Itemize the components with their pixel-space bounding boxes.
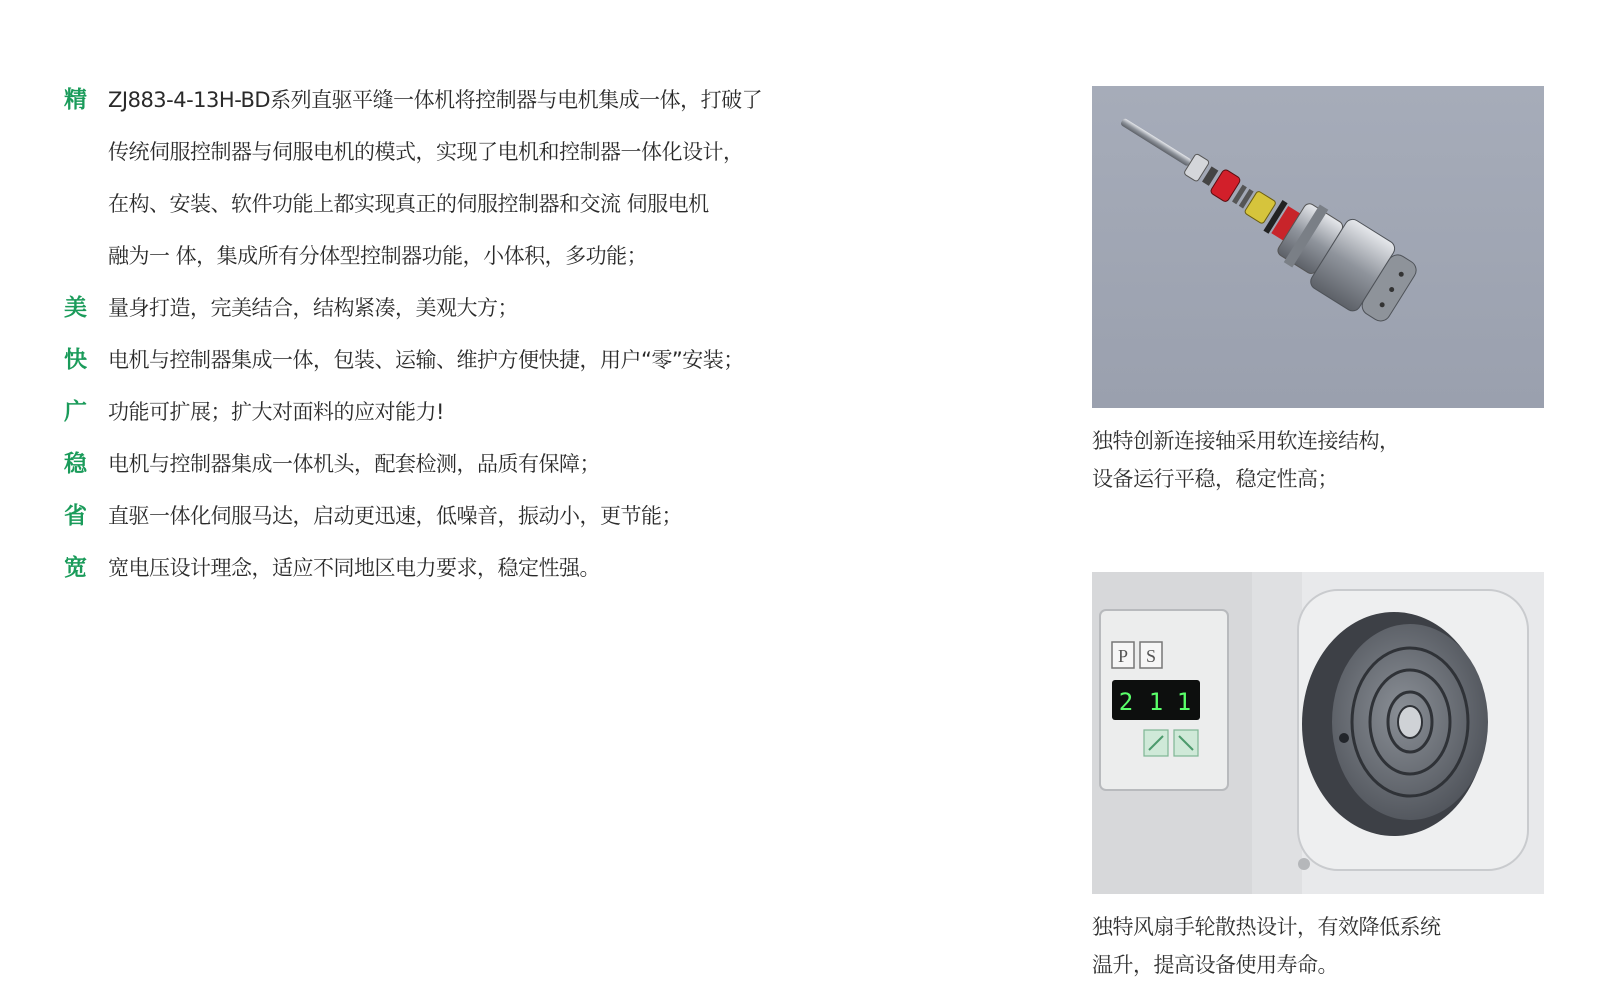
feature-text: 功能可扩展；扩大对面料的应对能力! bbox=[108, 400, 444, 424]
shaft-coupling-image bbox=[1092, 86, 1544, 408]
feature-sheng bbox=[64, 490, 964, 542]
feature-text: 在构、安装、软件功能上都实现真正的伺服控制器和交流 伺服电机 bbox=[108, 192, 709, 216]
figure-handwheel-fan bbox=[1092, 572, 1544, 984]
feature-key: 精 bbox=[64, 87, 87, 113]
feature-key: 稳 bbox=[64, 451, 87, 477]
feature-text: 电机与控制器集成一体，包装、运输、维护方便快捷，用户“零”安装； bbox=[108, 348, 744, 372]
panel-digit-3: 1 bbox=[1176, 688, 1192, 716]
feature-text: 直驱一体化伺服马达，启动更迅速，低噪音，振动小，更节能； bbox=[108, 504, 682, 528]
shaft-coupling-illustration bbox=[1092, 86, 1544, 408]
panel-digit-1: 2 bbox=[1118, 688, 1134, 716]
feature-wen bbox=[64, 438, 964, 490]
figure-caption bbox=[1092, 422, 1544, 498]
panel-key-s: S bbox=[1145, 646, 1157, 666]
feature-key: 宽 bbox=[64, 555, 87, 581]
feature-key: 省 bbox=[64, 503, 87, 529]
caption-line: 独特风扇手轮散热设计，有效降低系统 bbox=[1092, 915, 1441, 939]
feature-key: 美 bbox=[64, 295, 87, 321]
feature-list bbox=[64, 74, 964, 594]
caption-line: 温升，提高设备使用寿命。 bbox=[1092, 953, 1338, 977]
feature-text: 量身打造，完美结合，结构紧凑，美观大方； bbox=[108, 296, 518, 320]
panel-key-p: P bbox=[1117, 646, 1129, 666]
feature-key: 广 bbox=[64, 399, 87, 425]
caption-line: 设备运行平稳，稳定性高； bbox=[1092, 467, 1338, 491]
feature-text: ZJ883-4-13H-BD系列直驱平缝一体机将控制器与电机集成一体，打破了 bbox=[108, 88, 763, 112]
feature-kuai bbox=[64, 334, 964, 386]
feature-text: 宽电压设计理念，适应不同地区电力要求，稳定性强。 bbox=[108, 556, 600, 580]
handwheel-fan-image bbox=[1092, 572, 1544, 894]
feature-jing bbox=[64, 74, 964, 282]
feature-mei bbox=[64, 282, 964, 334]
feature-text: 传统伺服控制器与伺服电机的模式，实现了电机和控制器一体化设计， bbox=[108, 140, 744, 164]
figure-shaft-coupling bbox=[1092, 86, 1544, 498]
handwheel-fan-illustration bbox=[1092, 572, 1544, 894]
figure-caption bbox=[1092, 908, 1544, 984]
panel-digit-2: 1 bbox=[1148, 688, 1164, 716]
feature-text: 融为一 体，集成所有分体型控制器功能，小体积，多功能； bbox=[108, 244, 648, 268]
feature-kuan bbox=[64, 542, 964, 594]
feature-key: 快 bbox=[64, 347, 87, 373]
caption-line: 独特创新连接轴采用软连接结构， bbox=[1092, 429, 1400, 453]
feature-text: 电机与控制器集成一体机头，配套检测，品质有保障； bbox=[108, 452, 600, 476]
feature-guang bbox=[64, 386, 964, 438]
